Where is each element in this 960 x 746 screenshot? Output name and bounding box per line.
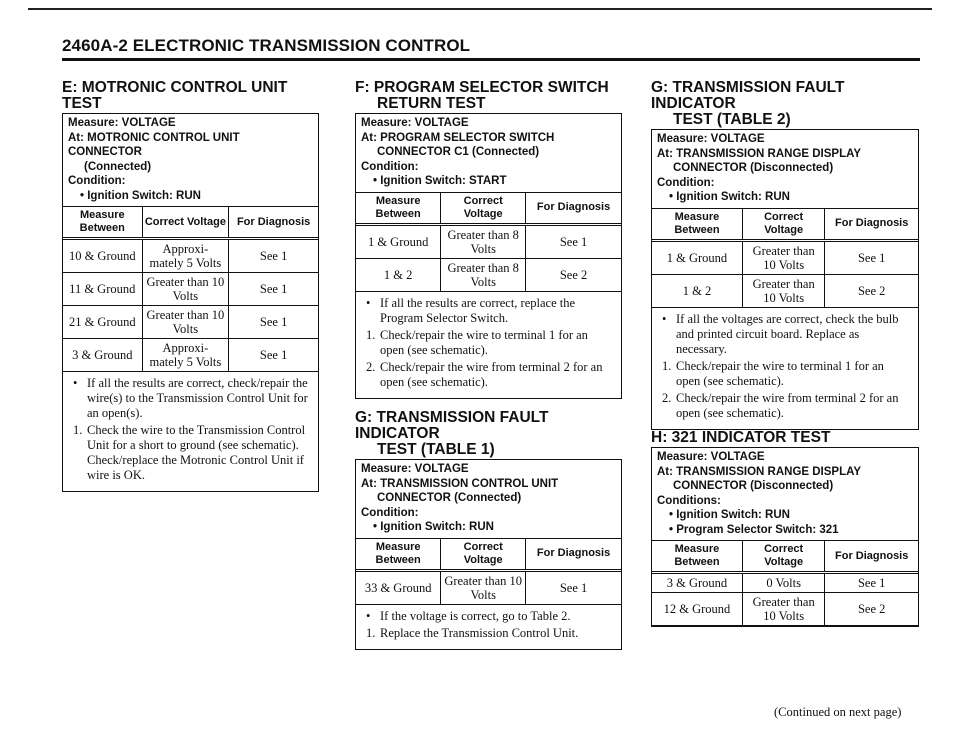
condition-label: Condition:: [657, 176, 715, 189]
section-f: [355, 80, 622, 399]
diagnosis-cell: See 1: [229, 306, 318, 339]
title-line-2: RETURN TEST: [377, 95, 486, 112]
at-text: At: TRANSMISSION RANGE DISPLAY: [657, 147, 862, 160]
note-marker: 1.: [662, 358, 672, 373]
note-marker: 1.: [366, 327, 376, 342]
table-row: [356, 258, 621, 291]
diagnosis-cell: See 1: [229, 239, 318, 273]
measure-text: Measure: VOLTAGE: [657, 133, 765, 145]
top-rule: [28, 8, 932, 10]
condition-label: Condition:: [361, 506, 419, 519]
section-h-meta: [652, 448, 918, 540]
measure-cell: 10 & Ground: [63, 239, 142, 273]
section-g2-box: [651, 129, 919, 430]
measurement-table: [652, 540, 918, 626]
table-row: [652, 274, 918, 307]
section-g-table-2: [651, 80, 919, 430]
condition-item: • Ignition Switch: RUN: [80, 189, 201, 202]
note-item: [366, 360, 613, 390]
condition-item: • Ignition Switch: RUN: [669, 191, 790, 203]
condition-item: • Program Selector Switch: 321: [669, 523, 839, 536]
table-row: [652, 593, 918, 626]
note-marker: •: [366, 295, 371, 310]
note-marker: •: [366, 608, 371, 623]
col-correct-voltage: Correct Voltage: [742, 208, 824, 240]
at-cont-text: CONNECTOR (Disconnected): [673, 480, 834, 492]
col-for-diagnosis: For Diagnosis: [825, 208, 918, 240]
section-g2-meta: [652, 130, 918, 208]
note-marker: 1.: [73, 423, 83, 437]
col-correct-voltage: Correct Voltage: [742, 541, 824, 573]
note-marker: •: [662, 311, 667, 326]
note-text: If all the results are correct, check/repair the wire(s) to the Transmission Control Unit for an open(s).: [87, 376, 308, 420]
table-row: [63, 306, 318, 339]
table-row: [652, 573, 918, 593]
note-marker: 2.: [662, 390, 672, 405]
section-g1-box: [355, 459, 622, 650]
title-line-1: G: TRANSMISSION FAULT INDICATOR: [651, 79, 845, 112]
measure-text: Measure: VOLTAGE: [657, 451, 765, 463]
voltage-cell: Greater than 10 Volts: [742, 274, 824, 307]
measurement-table: [356, 192, 621, 292]
section-g2-title: [651, 80, 919, 128]
col-correct-voltage: Correct Voltage: [441, 192, 526, 224]
at-cont-text: CONNECTOR (Connected): [377, 492, 522, 504]
section-f-meta: [356, 114, 621, 192]
section-f-title: [355, 80, 622, 112]
page-header: 2460A-2 ELECTRONIC TRANSMISSION CONTROL: [62, 36, 471, 55]
section-e-meta: [63, 114, 318, 206]
note-item: [73, 423, 310, 483]
table-row: [63, 339, 318, 372]
note-item: [366, 328, 613, 358]
note-item: [662, 391, 910, 421]
note-item: [366, 626, 613, 641]
section-h: [651, 430, 919, 627]
note-text: Check the wire to the Transmission Control Unit for a short to ground (see schematic). Check/replace the Motronic Control Unit if wire is OK.: [87, 423, 306, 482]
diagnosis-cell: See 2: [825, 274, 918, 307]
col-correct-voltage: Correct Voltage: [142, 207, 229, 239]
measure-text: Measure: VOLTAGE: [361, 117, 469, 129]
measure-cell: 3 & Ground: [63, 339, 142, 372]
note-marker: 2.: [366, 359, 376, 374]
col-measure-between: Measure Between: [652, 208, 742, 240]
measure-cell: 1 & Ground: [652, 240, 742, 274]
col-measure-between: Measure Between: [63, 207, 142, 239]
col-correct-voltage: Correct Voltage: [441, 538, 526, 570]
voltage-cell: Greater than 10 Volts: [441, 570, 526, 604]
note-item: [662, 359, 910, 389]
note-text: If all the voltages are correct, check the bulb and printed circuit board. Replace as necessary.: [676, 311, 899, 356]
voltage-cell: Greater than 10 Volts: [742, 240, 824, 274]
measure-text: Measure: VOLTAGE: [361, 463, 469, 475]
table-row: [356, 224, 621, 258]
section-g-table-1: [355, 410, 622, 650]
measure-cell: 1 & 2: [652, 274, 742, 307]
condition-item: • Ignition Switch: START: [373, 175, 507, 187]
measure-cell: 3 & Ground: [652, 573, 742, 593]
col-for-diagnosis: For Diagnosis: [526, 538, 621, 570]
section-g1-title: [355, 410, 622, 458]
note-item: [366, 609, 613, 624]
title-line-2: TEST (TABLE 2): [673, 111, 791, 128]
title-line-2: TEST (TABLE 1): [377, 441, 495, 458]
diagnosis-cell: See 1: [229, 273, 318, 306]
notes: [356, 605, 621, 649]
diagnosis-cell: See 2: [526, 258, 621, 291]
title-line-1: G: TRANSMISSION FAULT INDICATOR: [355, 409, 549, 442]
voltage-cell: 0 Volts: [742, 573, 824, 593]
at-text: At: TRANSMISSION RANGE DISPLAY: [657, 465, 862, 478]
voltage-cell: Greater than 8 Volts: [441, 258, 526, 291]
section-g1-meta: [356, 460, 621, 538]
note-item: [366, 296, 613, 326]
note-text: If all the results are correct, replace the Program Selector Switch.: [380, 295, 576, 325]
diagnosis-cell: See 1: [825, 240, 918, 274]
measure-cell: 11 & Ground: [63, 273, 142, 306]
note-text: Check/repair the wire from terminal 2 for an open (see schematic).: [380, 359, 603, 389]
condition-label: Condition:: [361, 160, 419, 173]
diagnosis-cell: See 1: [526, 570, 621, 604]
measure-cell: 33 & Ground: [356, 570, 441, 604]
note-marker: 1.: [366, 625, 376, 640]
voltage-cell: Greater than 10 Volts: [142, 306, 229, 339]
voltage-cell: Greater than 10 Volts: [142, 273, 229, 306]
voltage-cell: Approxi- mately 5 Volts: [142, 239, 229, 273]
title-line-1: F: PROGRAM SELECTOR SWITCH: [355, 79, 609, 96]
condition-item: • Ignition Switch: RUN: [373, 521, 494, 533]
measure-cell: 1 & Ground: [356, 224, 441, 258]
measure-cell: 1 & 2: [356, 258, 441, 291]
at-text: At: MOTRONIC CONTROL UNIT CONNECTOR: [68, 131, 240, 158]
note-text: Check/repair the wire from terminal 2 for an open (see schematic).: [676, 390, 899, 420]
measurement-table: [356, 538, 621, 605]
note-item: [73, 376, 310, 421]
at-cont-text: (Connected): [84, 160, 152, 173]
diagnosis-cell: See 2: [825, 593, 918, 626]
section-e: [62, 80, 319, 492]
measurement-table: [63, 206, 318, 372]
table-row: [63, 273, 318, 306]
measure-cell: 12 & Ground: [652, 593, 742, 626]
col-for-diagnosis: For Diagnosis: [229, 207, 318, 239]
at-cont-text: CONNECTOR C1 (Connected): [377, 146, 540, 158]
header-rule: [62, 58, 920, 61]
section-e-title: E: MOTRONIC CONTROL UNIT TEST: [62, 79, 288, 112]
diagnosis-cell: See 1: [526, 224, 621, 258]
col-measure-between: Measure Between: [652, 541, 742, 573]
note-text: Check/repair the wire to terminal 1 for an open (see schematic).: [380, 327, 588, 357]
table-row: [63, 239, 318, 273]
note-text: If the voltage is correct, go to Table 2.: [380, 608, 571, 623]
diagnosis-cell: See 1: [825, 573, 918, 593]
note-marker: •: [73, 376, 78, 390]
col-measure-between: Measure Between: [356, 192, 441, 224]
col-for-diagnosis: For Diagnosis: [526, 192, 621, 224]
note-text: Replace the Transmission Control Unit.: [380, 625, 579, 640]
voltage-cell: Greater than 10 Volts: [742, 593, 824, 626]
diagnosis-cell: See 1: [229, 339, 318, 372]
at-text: At: PROGRAM SELECTOR SWITCH: [361, 131, 555, 144]
at-cont-text: CONNECTOR (Disconnected): [673, 162, 834, 174]
table-row: [356, 570, 621, 604]
measure-text: Measure: VOLTAGE: [68, 117, 176, 129]
section-e-box: [62, 113, 319, 492]
measurement-table: [652, 208, 918, 308]
notes: [63, 372, 318, 491]
condition-label: Condition:: [68, 175, 126, 187]
col-for-diagnosis: For Diagnosis: [825, 541, 918, 573]
at-text: At: TRANSMISSION CONTROL UNIT: [361, 477, 559, 490]
condition-label: Conditions:: [657, 494, 721, 507]
voltage-cell: Greater than 8 Volts: [441, 224, 526, 258]
notes: [356, 292, 621, 398]
section-h-title: H: 321 INDICATOR TEST: [651, 429, 831, 446]
section-f-box: [355, 113, 622, 399]
notes: [652, 308, 918, 429]
note-text: Check/repair the wire to terminal 1 for an open (see schematic).: [676, 358, 884, 388]
condition-item: • Ignition Switch: RUN: [669, 509, 790, 521]
measure-cell: 21 & Ground: [63, 306, 142, 339]
col-measure-between: Measure Between: [356, 538, 441, 570]
continued-note: (Continued on next page): [774, 705, 902, 719]
table-row: [652, 240, 918, 274]
voltage-cell: Approxi- mately 5 Volts: [142, 339, 229, 372]
note-item: [662, 312, 910, 357]
section-h-box: [651, 447, 919, 627]
